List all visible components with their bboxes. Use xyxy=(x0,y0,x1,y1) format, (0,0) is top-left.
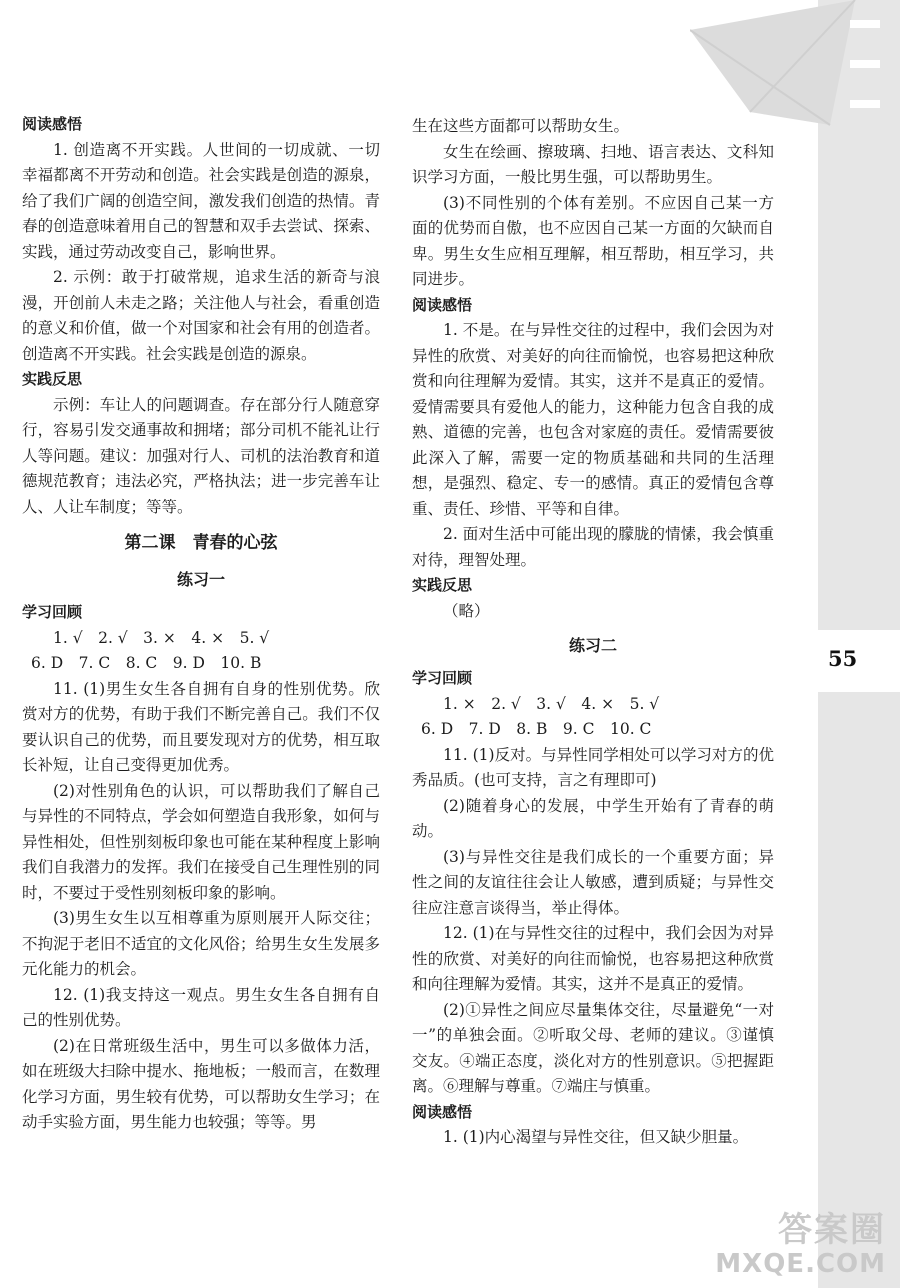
section-heading-practice: 实践反思 xyxy=(412,576,473,594)
paragraph: (3)男生女生以互相尊重为原则展开人际交往；不拘泥于老旧不适宜的文化风俗；给男生女生发展多元化能力的机会。 xyxy=(22,909,380,978)
paragraph: (2)在日常班级生活中，男生可以多做体力活，如在班级大扫除中提水、拖地板；一般而言，在数理化学习方面，男生较有优势，可以帮助女生学习；在动手实验方面，男生能力也较强；等等。男 xyxy=(22,1036,380,1131)
paragraph: 11. (1)男生女生各自拥有自身的性别优势。欣赏对方的优势，有助于我们不断完善自己。我们不仅要认识自己的优势，而且要发现对方的优势，相互取长补短，让自己变得更加优秀。 xyxy=(22,679,380,774)
paragraph: 1. 不是。在与异性交往的过程中，我们会因为对异性的欣赏、对美好的向往而愉悦，也容易把这种欣赏和向往理解为爱情。其实，这并不是真正的爱情。爱情需要具有爱他人的能力，这种能力包含自我的成熟、道德的完善，也包含对家庭的责任。爱情需要彼此深入了解，需要一定的物质基础和共同的生活理想，是强烈、稳定、专一的感情。真正的爱情包含尊重、责任、珍惜、平等和自律。 xyxy=(412,321,774,518)
section-heading-practice: 实践反思 xyxy=(22,370,83,388)
answer-line: 6. D 7. C 8. C 9. D 10. B xyxy=(31,654,262,672)
left-column xyxy=(22,112,380,1136)
section-heading-review: 学习回顾 xyxy=(412,669,473,687)
paragraph: 1. 创造离不开实践。人世间的一切成就、一切幸福都离不开劳动和创造。社会实践是创造的源泉，给了我们广阔的创造空间，激发我们创造的热情。青春的创造意味着用自己的智慧和双手去尝试、探索、实践，通过劳动改变自己，影响世界。 xyxy=(22,140,380,261)
watermark-url: MXQE.COM xyxy=(715,1249,886,1279)
watermark-text: 答案圈 xyxy=(778,1210,886,1250)
paragraph: 女生在绘画、擦玻璃、扫地、语言表达、文科知识学习方面，一般比男生强，可以帮助男生。 xyxy=(412,142,774,186)
paragraph: (2)①异性之间应尽量集体交往，尽量避免“一对一”的单独会面。②听取父母、老师的建议。③谨慎交友。④端正态度，淡化对方的性别意识。⑤把握距离。⑥理解与尊重。⑦端庄与慎重。 xyxy=(412,1000,774,1095)
paragraph: 12. (1)我支持这一观点。男生女生各自拥有自己的性别优势。 xyxy=(22,985,380,1029)
section-heading-reading: 阅读感悟 xyxy=(412,295,473,314)
exercise-title: 练习二 xyxy=(568,636,617,655)
section-heading-review: 学习回顾 xyxy=(22,603,83,621)
paragraph: 2. 面对生活中可能出现的朦胧的情愫，我会慎重对待，理智处理。 xyxy=(412,525,774,569)
watermark-logo xyxy=(715,1210,886,1278)
right-column xyxy=(412,114,774,1151)
paragraph: 生在这些方面都可以帮助女生。 xyxy=(412,117,630,135)
answer-line: 1. √ 2. √ 3. × 4. × 5. √ xyxy=(53,628,270,647)
paragraph: 11. (1)反对。与异性同学相处可以学习对方的优秀品质。(也可支持，言之有理即可) xyxy=(412,745,774,789)
paragraph: 1. (1)内心渴望与异性交往，但又缺少胆量。 xyxy=(443,1128,749,1146)
page-number: 55 xyxy=(828,646,858,671)
paragraph: (2)对性别角色的认识，可以帮助我们了解自己与异性的不同特点，学会如何塑造自我形象，如何与异性相处，但性别刻板印象也可能在某种程度上影响我们自我潜力的发挥。我们在接受自己生理性别的同时，不要过于受性别刻板印象的影响。 xyxy=(22,781,380,902)
paragraph: 2. 示例：敢于打破常规，追求生活的新奇与浪漫，开创前人未走之路；关注他人与社会，看重创造的意义和价值，做一个对国家和社会有用的创造者。创造离不开实践。社会实践是创造的源泉。 xyxy=(22,268,380,363)
answer-line: 6. D 7. D 8. B 9. C 10. C xyxy=(421,720,652,738)
paragraph: 12. (1)在与异性交往的过程中，我们会因为对异性的欣赏、对美好的向往而愉悦，也容易把这种欣赏和向往理解为爱情。其实，这并不是真正的爱情。 xyxy=(412,924,774,993)
exercise-title: 练习一 xyxy=(176,570,225,589)
section-heading-reading: 阅读感悟 xyxy=(412,1102,473,1121)
paragraph: （略） xyxy=(443,601,490,620)
lesson-title: 第二课 青春的心弦 xyxy=(124,533,278,553)
paragraph: 示例：车让人的问题调查。存在部分行人随意穿行，容易引发交通事故和拥堵；部分司机不能礼让行人等问题。建议：加强对行人、司机的法治教育和道德规范教育；违法必究，严格执法；进一步完善车让人、人让车制度；等等。 xyxy=(22,395,380,516)
paragraph: (2)随着身心的发展，中学生开始有了青春的萌动。 xyxy=(412,796,774,840)
section-heading-reading: 阅读感悟 xyxy=(22,115,83,133)
answer-line: 1. × 2. √ 3. √ 4. × 5. √ xyxy=(443,694,660,713)
margin-decoration-strip xyxy=(818,0,900,1288)
paragraph: (3)不同性别的个体有差别。不应因自己某一方面的优势而自傲，也不应因自己某一方面的欠缺而自卑。男生女生应相互理解，相互帮助，相互学习，共同进步。 xyxy=(412,193,774,288)
paragraph: (3)与异性交往是我们成长的一个重要方面；异性之间的友谊往往会让人敏感，遭到质疑；与异性交往应注意言谈得当，举止得体。 xyxy=(412,847,774,917)
